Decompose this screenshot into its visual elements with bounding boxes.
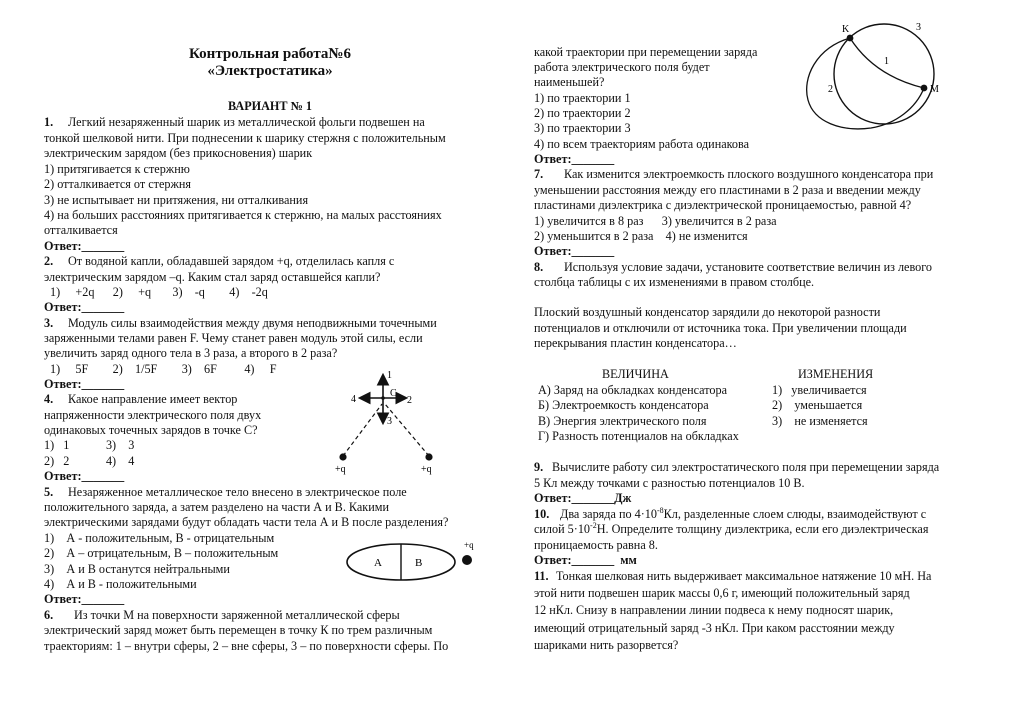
answer-option: 3) А и В останутся нейтральными	[44, 562, 230, 576]
answer-option: отталкивается	[44, 223, 118, 237]
change-item: 2) уменьшается	[772, 398, 863, 412]
q6-sphere-diagram	[796, 18, 966, 138]
question-number: 4.	[44, 392, 54, 406]
question-number: 9.	[534, 460, 544, 474]
answer-blank: Ответ:_______	[44, 469, 125, 483]
label-trajectory-1: 1	[884, 56, 889, 67]
question-number: 10.	[534, 507, 550, 521]
label-3: 3	[387, 416, 392, 427]
point-k	[847, 35, 854, 42]
label-trajectory-3: 3	[916, 22, 921, 33]
answer-options: 1) +2q 2) +q 3) -q 4) -2q	[50, 285, 268, 299]
answer-blank: Ответ:_______	[534, 152, 615, 166]
question-text: шариками нить разорвется?	[534, 638, 679, 652]
label-a: A	[374, 557, 382, 569]
label-2: 2	[407, 395, 412, 406]
question-number: 11.	[534, 569, 549, 583]
condition-text: перекрывания пластин конденсатора…	[534, 336, 737, 350]
question-text: работа электрического поля будет	[534, 60, 710, 74]
question-text: пластинами диэлектрика с диэлектрической проницаемостью, равной 4?	[534, 198, 912, 212]
answer-option: 2) А – отрицательным, В – положительным	[44, 546, 279, 560]
question-text: увеличить заряд одного тела в 3 раза, а второго в 2 раза?	[44, 346, 338, 360]
question-text: силой $5\cdot 10^{-2}Н$. Определите толщину диэлектрика, если его диэлектрическая	[534, 520, 929, 536]
answer-option: 2) по траектории 2	[534, 106, 631, 120]
question-text: Вычислите работу сил электростатического поля при перемещении заряда	[552, 460, 940, 474]
answer-option: 3) по траектории 3	[534, 121, 631, 135]
question-text: электрическим зарядом –q. Каким стал заряд оставшейся капли?	[44, 270, 381, 284]
quantity-item: В) Энергия электрического поля	[538, 414, 707, 428]
question-text: столбца таблицы с их изменениями в правом столбце.	[534, 275, 815, 289]
label-plus-q-right: +q	[421, 464, 432, 475]
question-text: электрическим зарядом (без прикосновения) шарик	[44, 146, 313, 160]
question-number: 8.	[534, 260, 544, 274]
answer-option: 1) 1 3) 3	[44, 438, 135, 452]
condition-text: потенциалов и отключили от источника тока. При увеличении площади	[534, 321, 907, 335]
question-text: Два заряда по $4\cdot 10^{-8}Кл$, разделенные слоем слюды, взаимодействуют с	[560, 505, 927, 521]
label-trajectory-2: 2	[828, 84, 833, 95]
question-number: 6.	[44, 608, 54, 622]
question-number: 5.	[44, 485, 54, 499]
answer-blank: Ответ:_______ мм	[534, 553, 637, 567]
question-text: какой траектории при перемещении заряда	[534, 45, 758, 59]
question-text: напряженности электрического поля двух	[44, 408, 262, 422]
question-text: Какое направление имеет вектор	[68, 392, 238, 406]
answer-option: 3) не испытывает ни притяжения, ни отталкивания	[44, 193, 309, 207]
answer-option: 2) 2 4) 4	[44, 454, 135, 468]
answer-blank: Ответ:_______	[534, 244, 615, 258]
question-text: 12 нКл. Снизу в направлении линии подвеса к нему подносят шарик,	[534, 603, 894, 617]
answer-option: 1) притягивается к стержню	[44, 162, 190, 176]
dashed-field-lines	[343, 404, 429, 456]
variant-label: ВАРИАНТ № 1	[228, 99, 312, 113]
column-header-left: ВЕЛИЧИНА	[602, 367, 669, 381]
quantity-item: Б) Электроемкость конденсатора	[538, 398, 709, 412]
question-text: Незаряженное металлическое тело внесено в электрическое поле	[68, 485, 407, 499]
q5-body-diagram	[343, 538, 478, 590]
question-text: Из точки М на поверхности заряженной металлической сферы	[74, 608, 400, 622]
condition-text: Плоский воздушный конденсатор зарядили до некоторой разности	[534, 305, 881, 319]
label-m: M	[930, 84, 939, 95]
quantity-item: А) Заряд на обкладках конденсатора	[538, 383, 728, 397]
question-text: Легкий незаряженный шарик из металлической фольги подвешен на	[68, 115, 425, 129]
answer-option: 1) А - положительным, В - отрицательным	[44, 531, 275, 545]
page-subtitle: «Электростатика»	[207, 63, 333, 79]
question-text: электрический заряд может быть перемещен в точку К по трем различным	[44, 623, 433, 637]
answer-option: 1) по траектории 1	[534, 91, 631, 105]
question-number: 3.	[44, 316, 54, 330]
answer-option: 1) увеличится в 8 раз 3) увеличится в 2 раза	[534, 214, 777, 228]
label-1: 1	[387, 370, 392, 381]
label-plus-q-left: +q	[335, 464, 346, 475]
answer-option: 4) по всем траекториям работа одинакова	[534, 137, 750, 151]
charge-right	[425, 453, 432, 460]
answer-option: 4) на больших расстояниях притягивается к стержню, на малых расстояниях	[44, 208, 442, 222]
point-c	[381, 396, 385, 400]
charge-left	[339, 453, 346, 460]
answer-option: 2) отталкивается от стержня	[44, 177, 192, 191]
label-b: B	[415, 557, 423, 569]
question-text: тонкой шелковой нити. При поднесении к шарику стержня с положительным	[44, 131, 446, 145]
answer-blank: Ответ:_______	[44, 592, 125, 606]
question-text: траекториям: 1 – внутри сферы, 2 – вне сферы, 3 – по поверхности сферы. По	[44, 639, 449, 653]
answer-blank: Ответ:_______	[44, 377, 125, 391]
quantity-item: Г) Разность потенциалов на обкладках	[538, 429, 739, 443]
answer-option: 2) уменьшится в 2 раза 4) не изменится	[534, 229, 748, 243]
question-text: электрическими зарядами будут обладать части тела А и В после разделения?	[44, 515, 449, 529]
question-text: Тонкая шелковая нить выдерживает максимальное натяжение 10 мН. На	[556, 569, 932, 583]
question-text: одинаковых точечных зарядов в точке C?	[44, 423, 258, 437]
column-header-right: ИЗМЕНЕНИЯ	[798, 367, 874, 381]
question-number: 1.	[44, 115, 54, 129]
question-text: От водяной капли, обладавшей зарядом +q, отделилась капля с	[68, 254, 395, 268]
question-number: 2.	[44, 254, 54, 268]
q4-field-diagram	[325, 368, 445, 480]
question-text: наименьшей?	[534, 75, 605, 89]
question-text: Используя условие задачи, установите соответствие величин из левого	[564, 260, 933, 274]
page-title: Контрольная работа№6	[189, 46, 351, 62]
question-text: уменьшении расстояния между его пластинами в 2 раза и введении между	[534, 183, 921, 197]
label-c: C	[390, 388, 397, 399]
answer-blank: Ответ:_______	[44, 239, 125, 253]
label-plus-q: +q	[464, 540, 474, 550]
question-text: имеющий отрицательный заряд -3 нКл. При каком расстоянии между	[534, 621, 895, 635]
charge-plus-q	[462, 555, 472, 565]
question-text: Модуль силы взаимодействия между двумя неподвижными точечными	[68, 316, 437, 330]
question-number: 7.	[534, 167, 544, 181]
question-text: проницаемость равна 8.	[534, 538, 658, 552]
question-text: 5 Кл между точками с разностью потенциалов 10 В.	[534, 476, 805, 490]
label-4: 4	[351, 394, 356, 405]
question-text: заряженными телами равен F. Чему станет равен модуль этой силы, если	[44, 331, 423, 345]
trajectory-2	[807, 38, 924, 129]
change-item: 1) увеличивается	[772, 383, 867, 397]
answer-options: 1) 5F 2) 1/5F 3) 6F 4) F	[50, 362, 277, 376]
question-text: положительного заряда, а затем разделено на части А и В. Какими	[44, 500, 389, 514]
point-m	[921, 85, 928, 92]
label-k: K	[842, 24, 850, 35]
answer-blank: Ответ:_______Дж	[534, 491, 632, 505]
answer-option: 4) А и В - положительными	[44, 577, 197, 591]
question-text: этой нити подвешен шарик массы 0,6 г, имеющий положительный заряд	[534, 586, 910, 600]
question-text: Как изменится электроемкость плоского воздушного конденсатора при	[564, 167, 934, 181]
answer-blank: Ответ:_______	[44, 300, 125, 314]
change-item: 3) не изменяется	[772, 414, 868, 428]
